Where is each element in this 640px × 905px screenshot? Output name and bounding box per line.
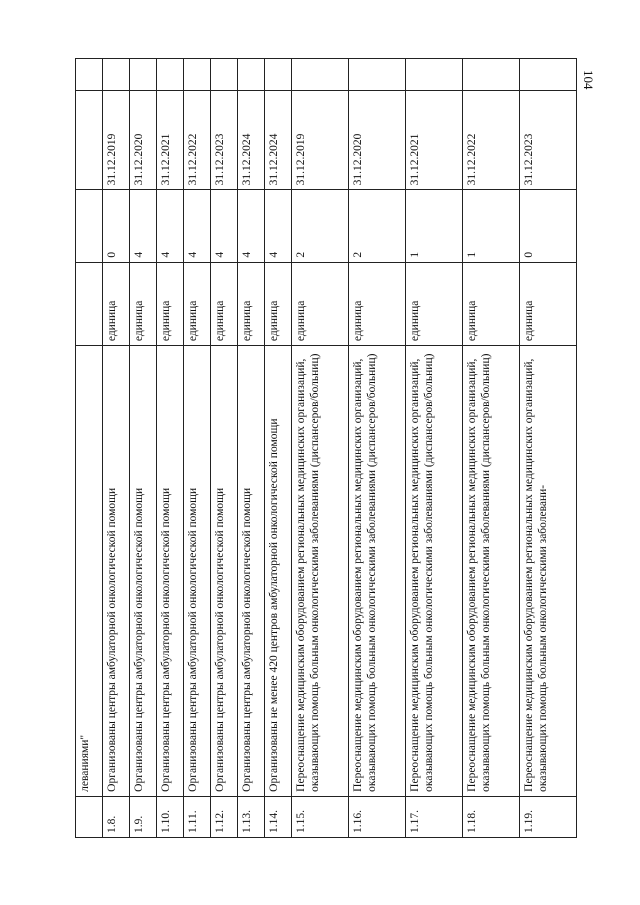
cell-name: Организованы центры амбулаторной онкологической помощи xyxy=(211,346,238,797)
cell-value: 4 xyxy=(265,190,292,262)
cell-unit: единица xyxy=(211,262,238,345)
cell-name: Переоснащение медицинским оборудованием региональных медицинских организаций, оказывающих помощь больным онкологическими заболеваниями (диспансеров/больниц) xyxy=(292,346,349,797)
cell-unit: единица xyxy=(463,262,520,345)
cell-name: Организованы центры амбулаторной онкологической помощи xyxy=(103,346,130,797)
cell-num: 1.18. xyxy=(463,796,520,837)
cell-num: 1.9. xyxy=(130,796,157,837)
cell-name: Переоснащение медицинским оборудованием региональных медицинских организаций, оказывающих помощь больным онкологическими заболеваниями (диспансеров/больниц) xyxy=(406,346,463,797)
cell-value: 1 xyxy=(406,190,463,262)
cell-value: 4 xyxy=(157,190,184,262)
cell-date: 31.12.2021 xyxy=(406,91,463,190)
cell-unit: единица xyxy=(349,262,406,345)
cell-num: 1.11. xyxy=(184,796,211,837)
table-row xyxy=(265,59,292,838)
table-row xyxy=(406,59,463,838)
cell-date: 31.12.2024 xyxy=(238,91,265,190)
cell-date: 31.12.2024 xyxy=(265,91,292,190)
cell-name: Организованы центры амбулаторной онкологической помощи xyxy=(238,346,265,797)
cell-num: 1.14. xyxy=(265,796,292,837)
cell-num: 1.13. xyxy=(238,796,265,837)
cell-value: 4 xyxy=(130,190,157,262)
cell-num: 1.17. xyxy=(406,796,463,837)
cell-name: Организованы не менее 420 центров амбулаторной онкологической помощи xyxy=(265,346,292,797)
cell-num: 1.8. xyxy=(103,796,130,837)
table-row xyxy=(292,59,349,838)
cell-unit: единица xyxy=(184,262,211,345)
cell-date: 31.12.2019 xyxy=(103,91,130,190)
table-row xyxy=(103,59,130,838)
cell-date: 31.12.2019 xyxy=(292,91,349,190)
cell-date: 31.12.2021 xyxy=(157,91,184,190)
cell-num xyxy=(76,796,103,837)
cell-value: 2 xyxy=(349,190,406,262)
cell-header-fragment: леваниями" xyxy=(76,346,103,797)
cell-name: Организованы центры амбулаторной онкологической помощи xyxy=(157,346,184,797)
cell-name: Переоснащение медицинским оборудованием региональных медицинских организаций, оказывающих помощь больным онкологическими заболеваниями (диспансеров/больниц) xyxy=(463,346,520,797)
table-row xyxy=(157,59,184,838)
table-row xyxy=(76,59,103,838)
table-row xyxy=(130,59,157,838)
cell-name: Организованы центры амбулаторной онкологической помощи xyxy=(130,346,157,797)
cell-unit: единица xyxy=(265,262,292,345)
cell-unit: единица xyxy=(130,262,157,345)
cell-num: 1.15. xyxy=(292,796,349,837)
cell-unit: единица xyxy=(238,262,265,345)
cell-value: 4 xyxy=(211,190,238,262)
table-row xyxy=(238,59,265,838)
cell-unit: единица xyxy=(406,262,463,345)
cell-num: 1.10. xyxy=(157,796,184,837)
cell-value: 1 xyxy=(463,190,520,262)
cell-value: 2 xyxy=(292,190,349,262)
table-row xyxy=(463,59,520,838)
cell-date: 31.12.2020 xyxy=(130,91,157,190)
cell-value: 4 xyxy=(238,190,265,262)
rotated-page xyxy=(75,58,549,838)
cell-date: 31.12.2020 xyxy=(349,91,406,190)
cell-name: Организованы центры амбулаторной онкологической помощи xyxy=(184,346,211,797)
cell-num: 1.16. xyxy=(349,796,406,837)
cell-num: 1.19. xyxy=(520,796,577,837)
cell-date: 31.12.2023 xyxy=(520,91,577,190)
cell-date: 31.12.2022 xyxy=(463,91,520,190)
cell-name: Переоснащение медицинским оборудованием региональных медицинских организаций, оказывающих помощь больным онкологическими заболеваниями (диспансеров/больниц) xyxy=(349,346,406,797)
cell-unit: единица xyxy=(157,262,184,345)
cell-unit: единица xyxy=(103,262,130,345)
cell-unit: единица xyxy=(520,262,577,345)
cell-value: 0 xyxy=(520,190,577,262)
table-row xyxy=(349,59,406,838)
table-row xyxy=(184,59,211,838)
cell-name: Переоснащение медицинским оборудованием региональных медицинских организаций, оказывающих помощь больным онкологическими заболевани- xyxy=(520,346,577,797)
page-number: 104 xyxy=(581,70,596,90)
table-row xyxy=(211,59,238,838)
cell-value: 4 xyxy=(184,190,211,262)
cell-value: 0 xyxy=(103,190,130,262)
cell-unit: единица xyxy=(292,262,349,345)
indicators-table xyxy=(75,58,577,838)
cell-date: 31.12.2022 xyxy=(184,91,211,190)
table-row xyxy=(520,59,577,838)
cell-date: 31.12.2023 xyxy=(211,91,238,190)
cell-num: 1.12. xyxy=(211,796,238,837)
